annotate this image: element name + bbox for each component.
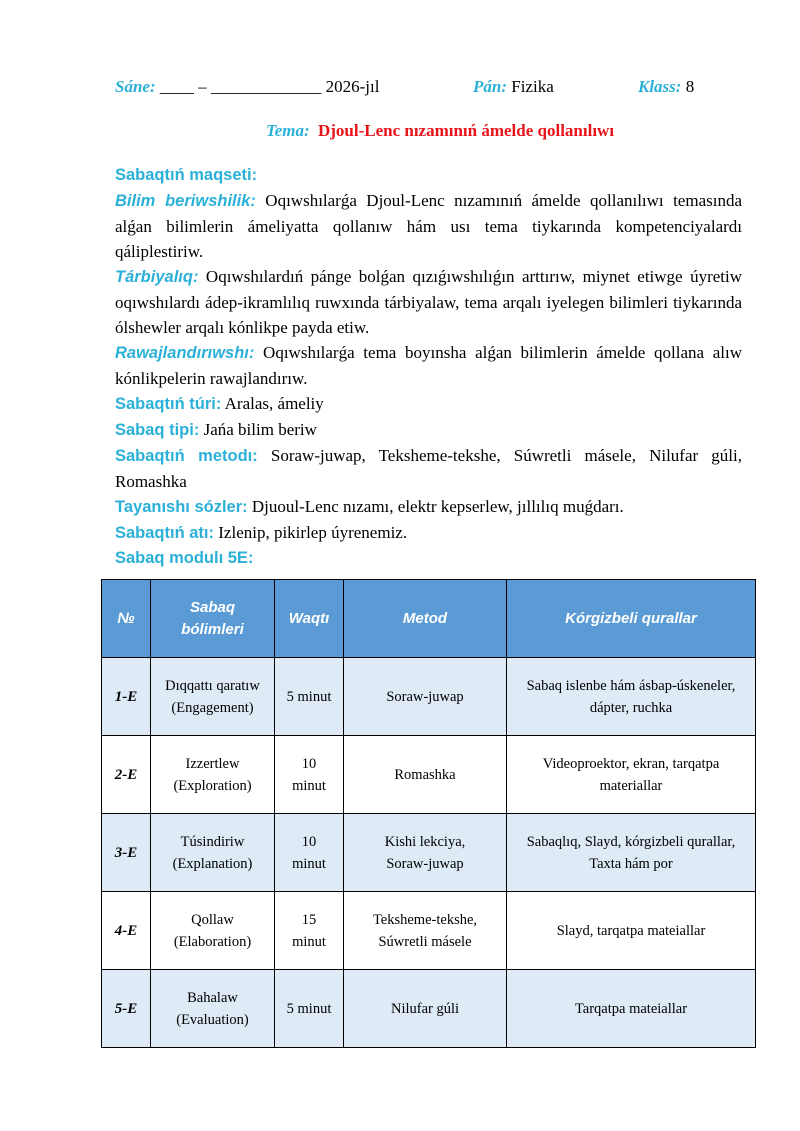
lesson-kind-label: Sabaqtıń túri: [115, 395, 222, 413]
stage-name: Bahalaw [187, 989, 238, 1006]
row-method-label: Teksheme-tekshe, Súwretli másele [372, 911, 478, 950]
row-number: 1-E [102, 658, 151, 736]
stage-name: Dıqqattı qaratıw [165, 677, 260, 694]
lesson-kind-value: Aralas, ámeliy [224, 394, 324, 413]
subject-line [473, 77, 554, 97]
lesson-method [115, 443, 742, 494]
table-row [102, 970, 756, 1048]
subject-label: Pán: [473, 77, 507, 96]
row-number: 3-E [102, 814, 151, 892]
table-row [102, 814, 756, 892]
col-header-number: № [102, 580, 151, 658]
row-number: 4-E [102, 892, 151, 970]
stage-name: Izzertlew [185, 755, 240, 772]
row-time [275, 892, 344, 970]
goal-development-text: Oqıwshılarǵa tema boyınsha alǵan bilimlerin ámelde qollana alıw kónlikpelerin rawajlandırıw. [115, 343, 742, 388]
goals-heading: Sabaqtıń maqseti: [115, 166, 258, 184]
goal-development-label: Rawajlandırıwshı: [115, 344, 255, 362]
topic-title: Djoul-Lenc nızamınıń ámelde qollanılıwı [317, 121, 615, 140]
lesson-motto-label: Sabaqtıń atı: [115, 524, 215, 542]
table-header-row [102, 580, 756, 658]
stage-name-en: (Explanation) [172, 855, 253, 872]
row-tools [507, 736, 756, 814]
goal-education-label: Bilim beriwshilik: [115, 192, 256, 210]
date-value: ____ – _____________ 2026-jıl [159, 77, 380, 96]
row-stage [151, 814, 275, 892]
lesson-type-label: Sabaq tipi: [115, 421, 200, 439]
topic-line [0, 121, 800, 141]
subject-value: Fizika [511, 77, 554, 96]
col-header-time: Waqtı [275, 580, 344, 658]
row-time: 5 minut [275, 658, 344, 736]
class-line [638, 77, 694, 97]
col-header-stage-label: Sabaq bólimleri [181, 598, 244, 638]
row-time-label: 15 minut [292, 911, 326, 950]
date-label: Sáne: [115, 77, 156, 96]
table-row [102, 658, 756, 736]
stage-name-en: (Evaluation) [176, 1011, 249, 1028]
lesson-stages-table [101, 579, 756, 1048]
stage-name: Túsindiriw [180, 833, 245, 850]
row-method: Soraw-juwap [344, 658, 507, 736]
goal-upbringing [115, 264, 742, 340]
row-stage [151, 892, 275, 970]
module-heading: Sabaq modulı 5E: [115, 549, 254, 567]
row-time-label: 10 minut [292, 755, 326, 794]
topic-label: Tema: [265, 121, 310, 140]
row-method-label: Kishi lekciya, Soraw-juwap [384, 833, 466, 872]
lesson-type [115, 417, 742, 443]
goal-upbringing-text: Oqıwshılardıń pánge bolǵan qızıǵıwshılıǵın arttırıw, miynet etiwge úyretiw oqıwshılardı ádep-ikramlılıq ruwxında tárbiyalaw, tema arqalı iyelegen bilimleri tiykarında ólshewler arqalı kónlikpe payda etiw. [115, 267, 742, 337]
row-stage [151, 658, 275, 736]
keywords-value: Djuoul-Lenc nızamı, elektr kepserlew, jıllılıq muǵdarı. [251, 497, 624, 516]
row-stage [151, 970, 275, 1048]
lesson-motto [115, 520, 742, 546]
stage-name-en: (Elaboration) [173, 933, 252, 950]
row-time: 5 minut [275, 970, 344, 1048]
table-row [102, 736, 756, 814]
row-tools-label: Videoproektor, ekran, tarqatpa materiallar [542, 755, 720, 794]
row-method [344, 892, 507, 970]
row-tools: Sabaq islenbe hám ásbap-úskeneler, dápter, ruchka [507, 658, 756, 736]
date-line [115, 77, 379, 97]
row-number: 5-E [102, 970, 151, 1048]
class-value: 8 [685, 77, 695, 96]
row-method [344, 814, 507, 892]
lesson-type-value: Jańa bilim beriw [203, 420, 317, 439]
goal-education [115, 188, 742, 264]
lesson-method-label: Sabaqtıń metodı: [115, 447, 258, 465]
keywords [115, 494, 742, 520]
row-time-label: 10 minut [292, 833, 326, 872]
row-method: Nilufar gúli [344, 970, 507, 1048]
row-tools: Slayd, tarqatpa mateiallar [507, 892, 756, 970]
lesson-method-value: Soraw-juwap, Teksheme-tekshe, Súwretli másele, Nilufar gúli, Romashka [115, 446, 742, 491]
col-header-tools: Kórgizbeli qurallar [507, 580, 756, 658]
stage-name: Qollaw [191, 911, 234, 928]
lesson-info [115, 163, 742, 571]
col-header-method: Metod [344, 580, 507, 658]
row-tools: Sabaqlıq, Slayd, kórgizbeli qurallar, Taxta hám por [507, 814, 756, 892]
row-method: Romashka [344, 736, 507, 814]
col-header-stage [151, 580, 275, 658]
lesson-kind [115, 391, 742, 417]
row-number: 2-E [102, 736, 151, 814]
goal-education-text: Oqıwshılarǵa Djoul-Lenc nızamınıń ámelde qollanılıwı temasında alǵan bilimlerin ámeliyatta qollanıw hám usı tema tiykarında kompetenciyalardı qáliplestiriw. [115, 191, 742, 261]
stage-name-en: (Engagement) [171, 699, 254, 716]
keywords-label: Tayanıshı sózler: [115, 498, 248, 516]
row-tools: Tarqatpa mateiallar [507, 970, 756, 1048]
goal-development [115, 340, 742, 391]
row-time [275, 814, 344, 892]
row-time [275, 736, 344, 814]
table-row [102, 892, 756, 970]
lesson-motto-value: Izlenip, pikirlep úyrenemiz. [218, 523, 408, 542]
row-stage [151, 736, 275, 814]
goal-upbringing-label: Tárbiyalıq: [115, 268, 199, 286]
class-label: Klass: [638, 77, 682, 96]
stage-name-en: (Exploration) [173, 777, 252, 794]
